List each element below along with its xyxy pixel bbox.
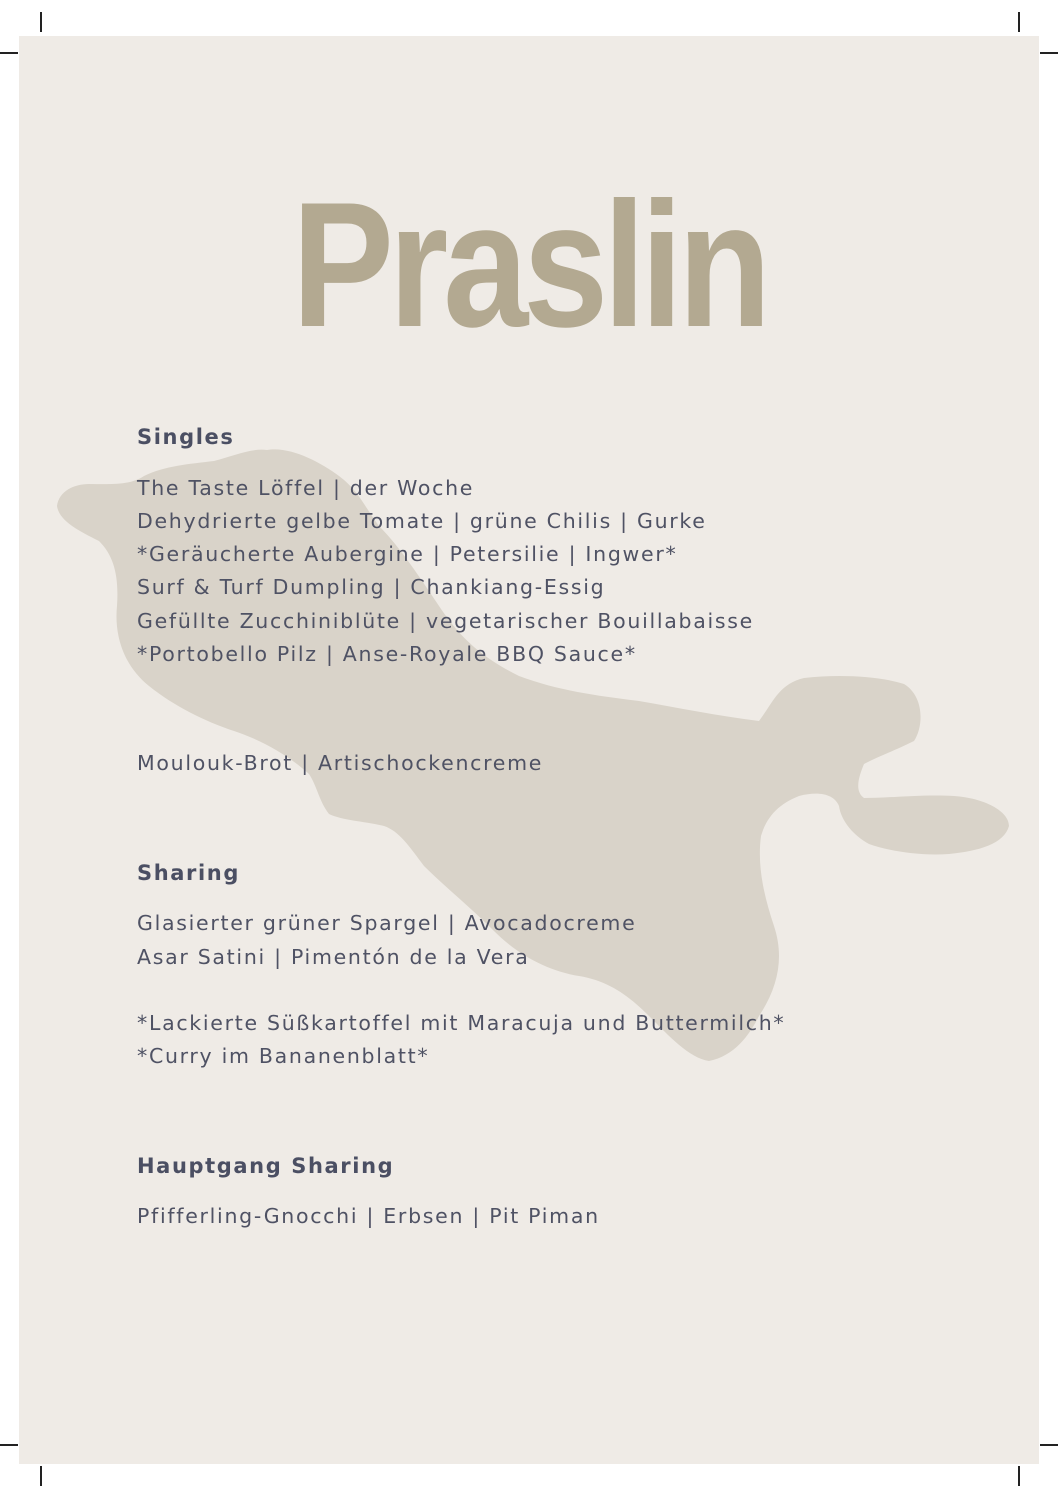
menu-item: Moulouk-Brot | Artischockencreme <box>137 751 544 775</box>
section-heading-hauptgang-sharing: Hauptgang Sharing <box>137 1154 395 1178</box>
section-heading-sharing: Sharing <box>137 861 240 885</box>
menu-item: *Portobello Pilz | Anse-Royale BBQ Sauce* <box>137 642 637 666</box>
menu-item: *Curry im Bananenblatt* <box>137 1044 430 1068</box>
crop-mark <box>1018 1466 1020 1486</box>
menu-item: Surf & Turf Dumpling | Chankiang-Essig <box>137 575 606 599</box>
menu-item: Pfifferling-Gnocchi | Erbsen | Pit Piman <box>137 1204 600 1228</box>
menu-item: Glasierter grüner Spargel | Avocadocreme <box>137 911 637 935</box>
menu-page <box>19 36 1039 1464</box>
crop-mark <box>40 1466 42 1486</box>
section-heading-singles: Singles <box>137 425 235 449</box>
menu-item: Dehydrierte gelbe Tomate | grüne Chilis | Gurke <box>137 509 707 533</box>
menu-item: Asar Satini | Pimentón de la Vera <box>137 945 530 969</box>
menu-item: *Lackierte Süßkartoffel mit Maracuja und Buttermilch* <box>137 1011 786 1035</box>
menu-item: Gefüllte Zucchiniblüte | vegetarischer Bouillabaisse <box>137 609 754 633</box>
menu-title: Praslin <box>291 165 767 364</box>
menu-item: The Taste Löffel | der Woche <box>137 476 475 500</box>
crop-mark <box>40 12 42 32</box>
crop-mark <box>1040 52 1058 54</box>
menu-item: *Geräucherte Aubergine | Petersilie | Ingwer* <box>137 542 678 566</box>
crop-mark <box>1018 12 1020 32</box>
crop-mark <box>0 1444 18 1446</box>
crop-mark <box>0 52 18 54</box>
crop-mark <box>1040 1444 1058 1446</box>
